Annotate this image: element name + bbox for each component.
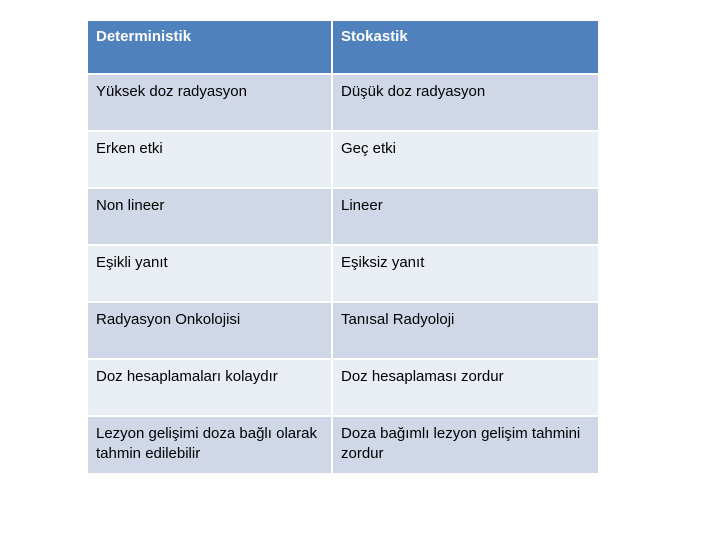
table-row bbox=[88, 417, 598, 473]
table-cell-deterministic: Eşikli yanıt bbox=[88, 246, 333, 303]
table-cell-stochastic: Eşiksiz yanıt bbox=[333, 246, 598, 303]
table-cell-stochastic: Doz hesaplaması zordur bbox=[333, 360, 598, 417]
table-header-row bbox=[88, 21, 598, 75]
table-cell-stochastic: Doza bağımlı lezyon gelişim tahmini zordur bbox=[333, 417, 598, 473]
table-row bbox=[88, 360, 598, 417]
table-cell-stochastic: Lineer bbox=[333, 189, 598, 246]
table-cell-deterministic: Erken etki bbox=[88, 132, 333, 189]
header-deterministic: Deterministik bbox=[88, 21, 333, 75]
table-cell-stochastic: Geç etki bbox=[333, 132, 598, 189]
table-cell-deterministic: Lezyon gelişimi doza bağlı olarak tahmin edilebilir bbox=[88, 417, 333, 473]
table-cell-stochastic: Düşük doz radyasyon bbox=[333, 75, 598, 132]
table-row bbox=[88, 75, 598, 132]
table-cell-deterministic: Radyasyon Onkolojisi bbox=[88, 303, 333, 360]
header-stochastic: Stokastik bbox=[333, 21, 598, 75]
table-cell-stochastic: Tanısal Radyoloji bbox=[333, 303, 598, 360]
table-row bbox=[88, 246, 598, 303]
table-cell-deterministic: Doz hesaplamaları kolaydır bbox=[88, 360, 333, 417]
table-cell-deterministic: Yüksek doz radyasyon bbox=[88, 75, 333, 132]
table-row bbox=[88, 303, 598, 360]
table-row bbox=[88, 189, 598, 246]
comparison-table bbox=[88, 21, 598, 473]
table-row bbox=[88, 132, 598, 189]
table-cell-deterministic: Non lineer bbox=[88, 189, 333, 246]
